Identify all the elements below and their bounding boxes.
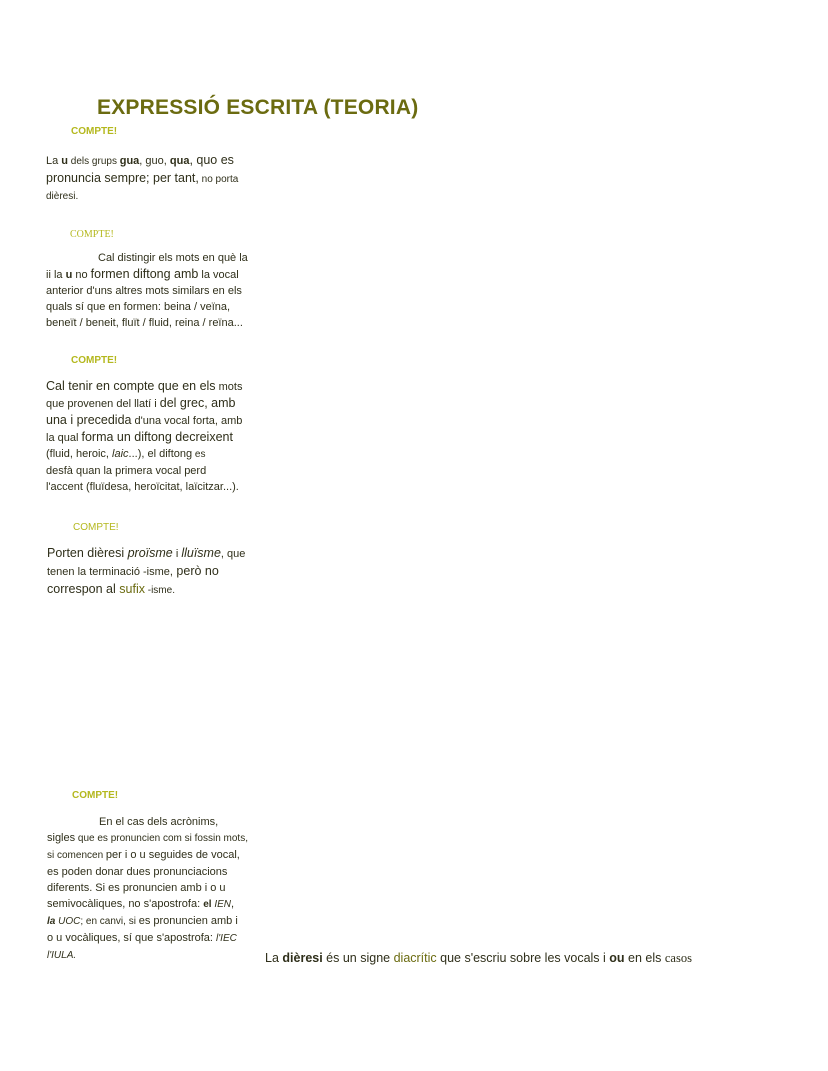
compte-label-2: COMPTE! — [70, 229, 114, 240]
definition-text: La dièresi és un signe diacrític que s'escriu sobre les vocals i ou en els casos — [265, 951, 692, 965]
compte-label-5: COMPTE! — [72, 790, 119, 801]
compte-label-4: COMPTE! — [73, 522, 119, 533]
compte-label-1: COMPTE! — [71, 126, 118, 137]
page-title: EXPRESSIÓ ESCRITA (TEORIA) — [97, 96, 419, 119]
note-2: Cal distingir els mots en què la ii la u no formen diftong amb la vocal anterior d'uns altres mots similars en els quals sí que en formen: beina / veïna, beneït / beneit, fluït / fluid, reina / reïna... — [46, 252, 248, 329]
note-5: En el cas dels acrònims, sigles que es pronuncien com si fossin mots, si comencen per i o u seguides de vocal, es poden donar dues pronunciacions diferents. Si es pronuncien amb i o u semivocàliques, no s'apostrofa: el IEN, la UOC; en canvi, si es pronuncien amb i o u vocàliques, sí que s'apostrofa: l'IEC l'IULA. — [47, 816, 248, 961]
note-4: Porten dièresi proïsme i lluïsme, que tenen la terminació -isme, però no correspon al sufix -isme. — [47, 546, 246, 596]
compte-label-3: COMPTE! — [71, 355, 118, 366]
note-3: Cal tenir en compte que en els mots que provenen del llatí i del grec, amb una i precedida d'una vocal forta, amb la qual forma un diftong decreixent (fluid, heroic, laic...), el diftong es desfà quan la primera vocal perd l'accent (fluïdesa, heroïcitat, laïcitzar...). — [46, 379, 243, 493]
note-1: La u dels grups gua, guo, qua, quo es pronuncia sempre; per tant, no porta dièresi. — [46, 153, 239, 202]
